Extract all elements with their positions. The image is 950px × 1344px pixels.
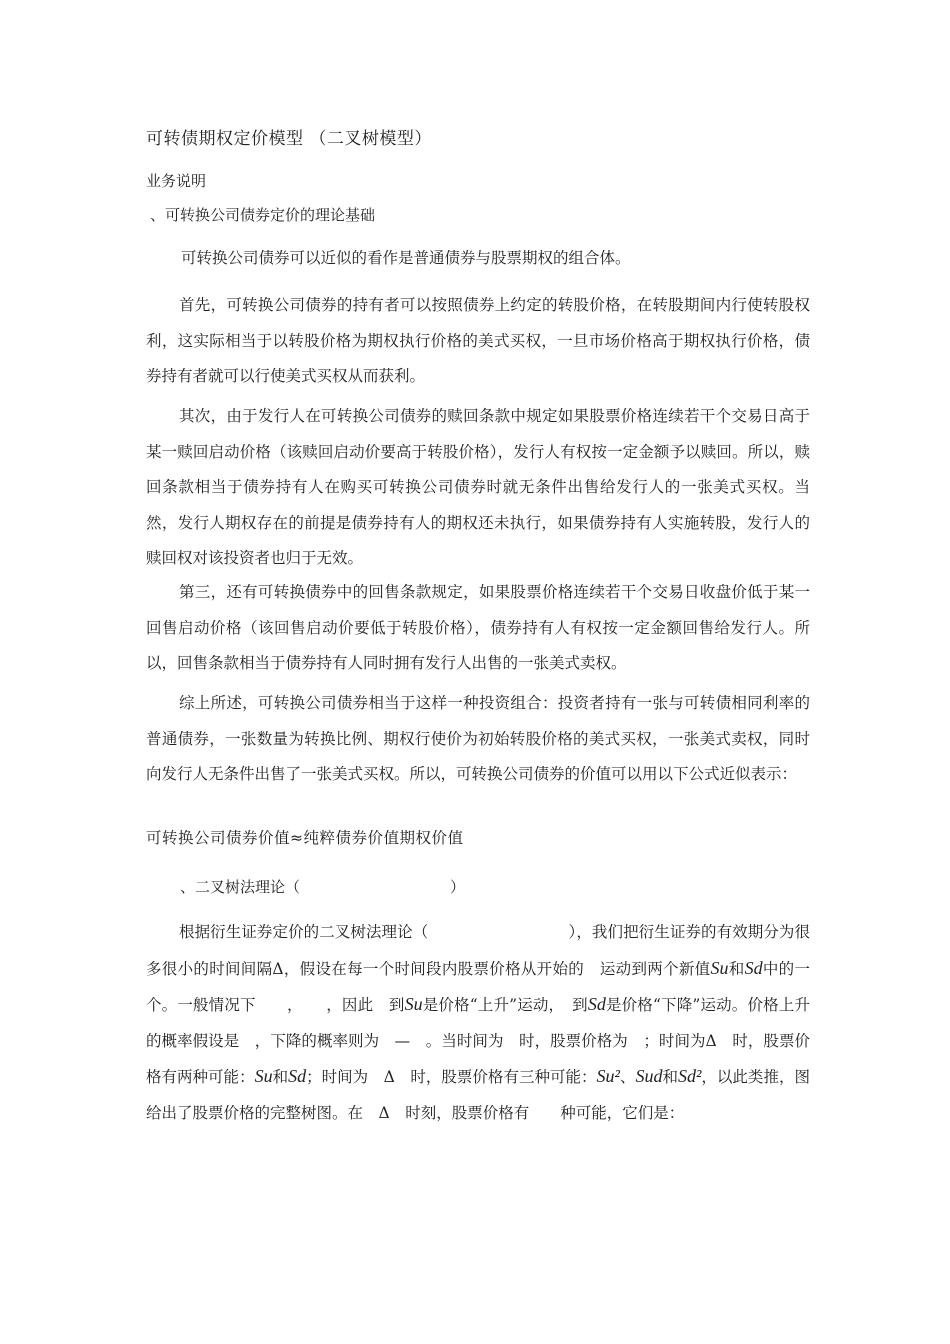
text-run: 根据衍生证券定价的二叉树法理论（ ），我们把衍生证券的有效期分为很多很小的时间间隔Δ，假设在每一个时间段内股票价格从开始的 运动到两个新值 — [146, 923, 810, 978]
text-run: 和 — [272, 1068, 289, 1086]
text-run: ，以此类推，图 给出了股票价格的完整树图。在 Δ 时刻，股票价格有 种可能，它们是： — [146, 1068, 826, 1122]
text-run: 中的一个。一般情况下 ， ，因此 到 — [146, 959, 810, 1014]
section-heading-binomial: 、二叉树法理论（ ） — [180, 878, 466, 896]
math-sd-squared: Sd² — [677, 1066, 702, 1086]
text-run: 和 — [662, 1068, 678, 1086]
text-run: 和 — [728, 959, 745, 978]
paragraph-summary: 综上所述，可转换公司债券相当于这样一种投资组合：投资者持有一张与可转债相同利率的普通债券，一张数量为转换比例、期权行使价为初始转股价格的美式买权，一张美式卖权，同时向发行人无条件出售了一张美式买权。所以，可转换公司债券的价值可以用以下公式近似表示： — [146, 694, 810, 783]
text-run: 是价格“上升”运动， 到 — [422, 996, 588, 1014]
text-run: 是价格“下降”运动。价格上升的概率假设是 ，下降的概率则为 — 。当时间为 时，股票价格为 ；时间为Δ 时，股票价格有两种可能： — [146, 996, 810, 1086]
paragraph-intro: 可转换公司债券可以近似的看作是普通债券与股票期权的组合体。 — [181, 249, 631, 267]
section-heading-theory: 、可转换公司债券定价的理论基础 — [150, 206, 376, 224]
math-sud: Sud — [635, 1066, 663, 1086]
document-title: 可转债期权定价模型 （二叉树模型） — [146, 129, 432, 149]
paragraph-third: 第三，还有可转换债券中的回售条款规定，如果股票价格连续若干个交易日收盘价低于某一回售启动价格（该回售启动价要低于转股价格），债券持有人有权按一定金额回售给发行人。所以，回售条款相当于债券持有人同时拥有发行人出售的一张美式卖权。 — [146, 583, 810, 672]
math-sd: Sd — [744, 957, 763, 978]
value-formula: 可转换公司债券价值≈纯粹债券价值期权价值 — [146, 829, 464, 847]
paragraph-binomial — [146, 915, 826, 1131]
paragraph-first: 首先，可转换公司债券的持有者可以按照债券上约定的转股价格，在转股期间内行使转股权利，这实际相当于以转股价格为期权执行价格的美式买权，一旦市场价格高于期权执行价格，债券持有者就可以行使美式买权从而获利。 — [146, 296, 810, 385]
math-su: Su — [710, 957, 729, 978]
business-description-heading: 业务说明 — [146, 172, 207, 190]
text-run: 、 — [619, 1068, 636, 1086]
text-run: ；时间为 Δ 时，股票价格有三种可能： — [306, 1068, 597, 1086]
paragraph-second: 其次，由于发行人在可转换公司债券的赎回条款中规定如果股票价格连续若干个交易日高于某一赎回启动价格（该赎回启动价要高于转股价格），发行人有权按一定金额予以赎回。所以，赎回条款相当于债券持有人在购买可转换公司债券时就无条件出售给发行人的一张美式买权。当然，发行人期权存在的前提是债券持有人的期权还未执行，如果债券持有人实施转股，发行人的赎回权对该投资者也归于无效。 — [146, 407, 810, 567]
math-su: Su — [404, 994, 423, 1014]
math-su: Su — [254, 1066, 273, 1086]
math-sd: Sd — [288, 1066, 307, 1086]
math-sd: Sd — [587, 994, 606, 1014]
math-su-squared: Su² — [596, 1066, 620, 1086]
